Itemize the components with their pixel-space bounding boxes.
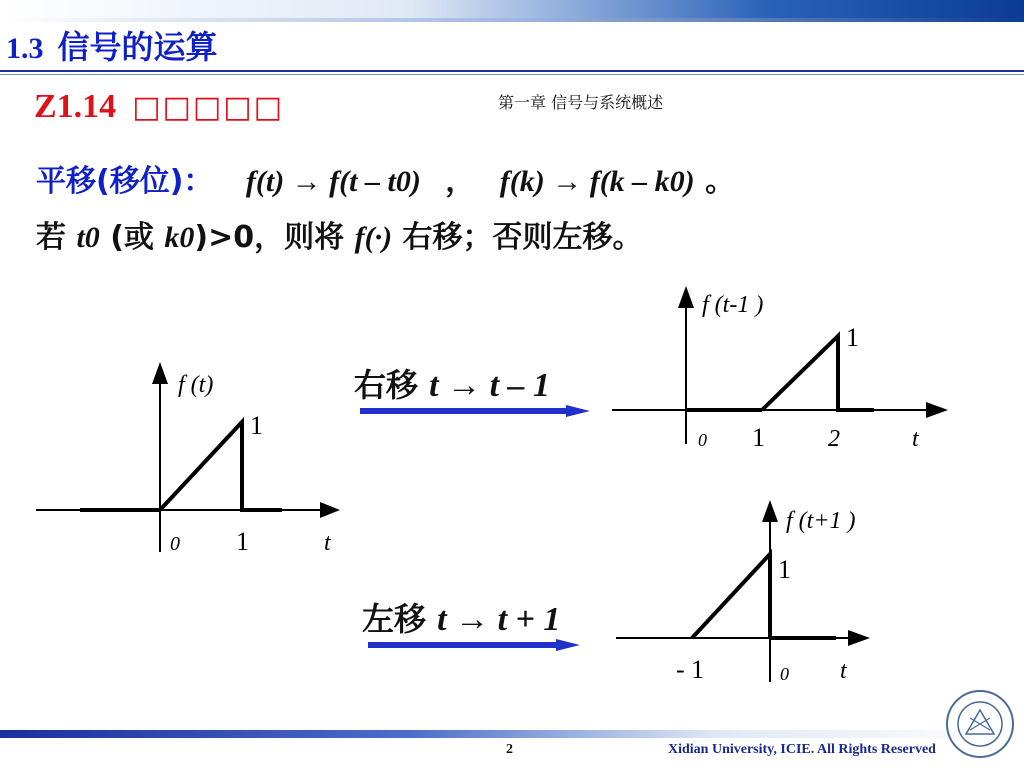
right-shift-expression: t → t – 1 bbox=[429, 367, 551, 404]
plot-original-ylabel: f (t) bbox=[178, 372, 214, 398]
university-seal-icon bbox=[944, 688, 1016, 760]
plot-original-peak: 1 bbox=[250, 411, 263, 440]
right-shift-text: 右移 bbox=[354, 366, 419, 404]
plot-left-peak: 1 bbox=[778, 555, 791, 584]
plot-right-xlabel: t bbox=[912, 426, 919, 452]
subtitle-code: Z1.14 bbox=[34, 88, 117, 125]
left-shift-text: 左移 bbox=[362, 600, 427, 638]
discrete-shift-expression: f(k) → f(k – k0) bbox=[499, 165, 695, 198]
footer-copyright: Xidian University, ICIE. All Rights Reserved bbox=[668, 742, 936, 757]
bottom-decorative-band bbox=[0, 730, 1024, 738]
rule-open: (或 bbox=[110, 220, 154, 255]
left-shift-arrow bbox=[368, 639, 580, 651]
plot-left-signal bbox=[692, 554, 770, 638]
plot-left-tick: - 1 bbox=[676, 655, 705, 684]
subtitle-placeholder-boxes: □□□□□ bbox=[132, 90, 284, 125]
section-number: 1.3 bbox=[6, 32, 44, 65]
plot-right-ylabel: f (t-1 ) bbox=[702, 292, 764, 318]
rule-var-k0: k0 bbox=[164, 221, 195, 254]
shift-label: 平移(移位)： bbox=[36, 164, 214, 199]
right-shift-arrow bbox=[360, 405, 590, 417]
plot-right bbox=[612, 286, 948, 452]
right-shift-arrow-head-icon bbox=[566, 405, 590, 417]
rule-prefix: 若 bbox=[36, 220, 66, 255]
plot-right-y-arrow-icon bbox=[678, 286, 694, 308]
plot-right-origin: 0 bbox=[698, 430, 707, 450]
plot-right-x-arrow-icon bbox=[926, 402, 948, 418]
continuous-shift-expression: f(t) → f(t – t0) bbox=[245, 165, 421, 198]
plot-original-x-arrow-icon bbox=[320, 502, 340, 518]
rule-function: f(·) bbox=[354, 221, 393, 254]
plot-left-y-arrow-icon bbox=[762, 500, 778, 522]
plot-original-origin: 0 bbox=[170, 533, 180, 555]
plot-right-tick-2: 2 bbox=[828, 426, 840, 452]
plot-left-ylabel: f (t+1 ) bbox=[786, 508, 856, 534]
expression-separator: ， bbox=[445, 164, 476, 199]
plot-original-signal bbox=[160, 422, 282, 510]
plot-original-y-arrow-icon bbox=[152, 362, 168, 384]
plot-right-tick-1: 1 bbox=[752, 423, 765, 452]
plot-original-tick: 1 bbox=[236, 527, 249, 556]
section-title-text: 信号的运算 bbox=[57, 28, 218, 66]
plot-left-x-arrow-icon bbox=[848, 630, 870, 646]
rule-direction: 右移；否则左移。 bbox=[402, 220, 643, 255]
line-end-period: 。 bbox=[705, 164, 736, 199]
plot-left-xlabel: t bbox=[840, 658, 847, 684]
chapter-label: 第一章 信号与系统概述 bbox=[498, 93, 664, 112]
plot-left bbox=[616, 500, 870, 684]
rule-var-t0: t0 bbox=[76, 221, 100, 254]
plot-left-origin: 0 bbox=[780, 664, 789, 684]
plot-original-xlabel: t bbox=[324, 530, 331, 556]
plot-original bbox=[36, 362, 340, 556]
plot-right-peak: 1 bbox=[846, 323, 859, 352]
rule-condition: )>0，则将 bbox=[194, 220, 345, 255]
page-number: 2 bbox=[506, 742, 513, 757]
left-shift-expression: t → t + 1 bbox=[437, 601, 561, 638]
left-shift-arrow-head-icon bbox=[556, 639, 580, 651]
